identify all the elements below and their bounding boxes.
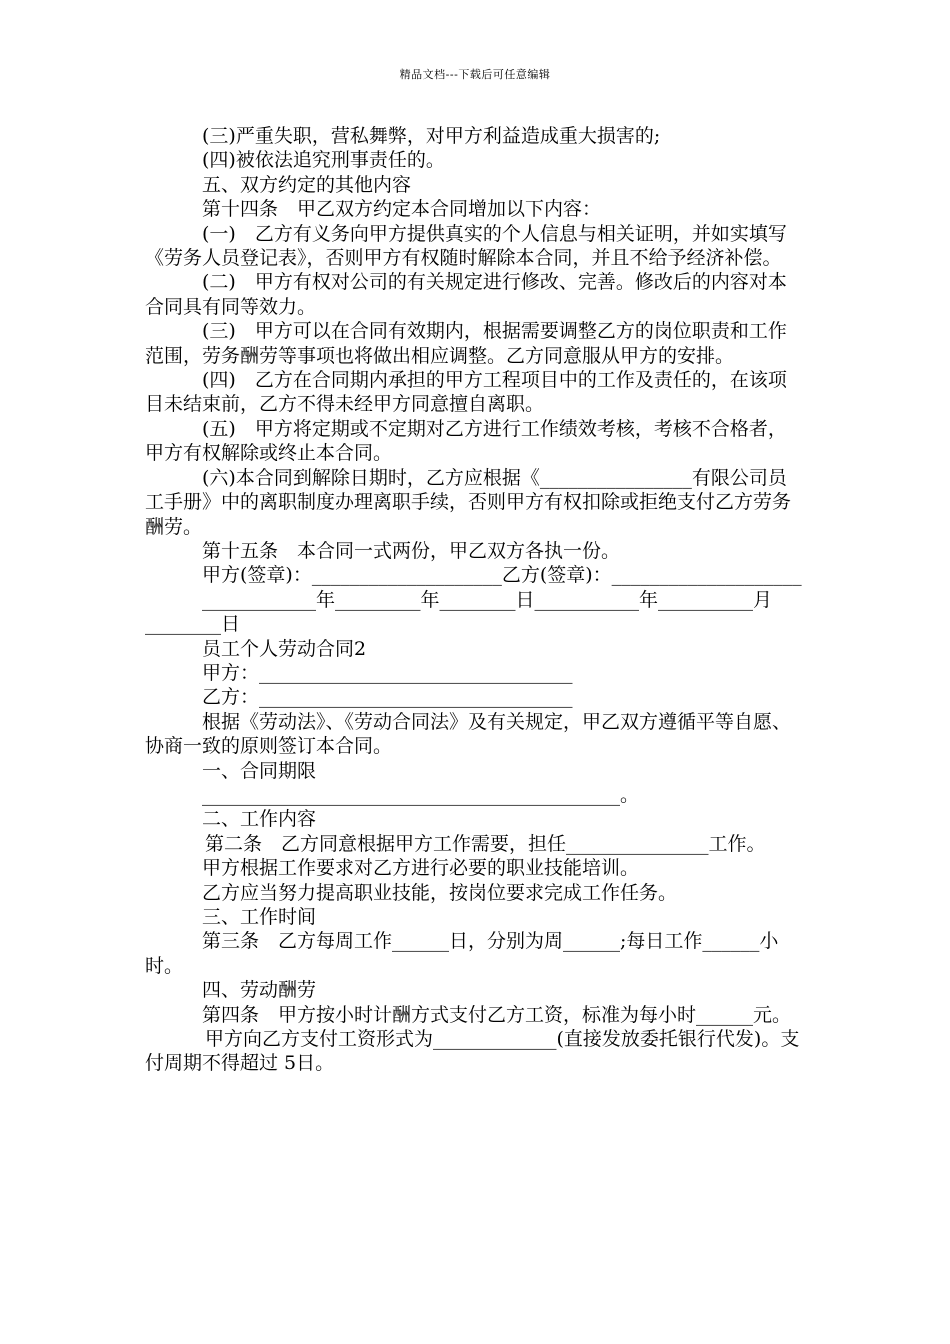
section-heading: 三、工作时间 (202, 906, 317, 928)
date-line: ____________年_________年________日___________年__________月________日 (145, 588, 773, 636)
paragraph: 第四条 甲方按小时计酬方式支付乙方工资，标准为每小时______元。 (202, 1003, 792, 1026)
document-title: 员工个人劳动合同2 (202, 637, 367, 660)
paragraph: 根据《劳动法》、《劳动合同法》及有关规定，甲乙双方遵循平等自愿、协商一致的原则签订本合同。 (145, 710, 792, 758)
page-header: 精品文档---下载后可任意编辑 (399, 68, 551, 81)
document-body (145, 124, 805, 1076)
signature-line: 甲方(签章)：____________________乙方(签章)：____________________ (202, 564, 802, 587)
paragraph: (四) 乙方在合同期内承担的甲方工程项目中的工作及责任的，在该项目未结束前，乙方不得未经甲方同意擅自离职。 (145, 369, 787, 416)
paragraph: 甲方根据工作要求对乙方进行必要的职业技能培训。 (202, 857, 640, 880)
paragraph: (二) 甲方有权对公司的有关规定进行修改、完善。修改后的内容对本合同具有同等效力。 (145, 271, 787, 318)
paragraph: 第三条 乙方每周工作______日，分别为周______;每日工作______小时。 (145, 930, 779, 977)
article-heading: 第十四条 甲乙双方约定本合同增加以下内容： (202, 198, 602, 221)
section-heading: 一、合同期限 (202, 759, 317, 782)
paragraph: (三) 甲方可以在合同有效期内，根据需要调整乙方的岗位职责和工作范围，劳务酬劳等事项也将做出相应调整。乙方同意服从甲方的安排。 (145, 320, 787, 367)
blank-line: ____________________________________________。 (202, 783, 640, 806)
paragraph: 第二条 乙方同意根据甲方工作需要，担任_______________工作。 (205, 832, 766, 855)
paragraph: 甲方向乙方支付工资形式为_____________(直接发放委托银行代发)。支付周期不得超过 5日。 (145, 1028, 800, 1075)
paragraph: (三)严重失职，营私舞弊，对甲方利益造成重大损害的; (202, 125, 661, 147)
party-b-line: 乙方：_________________________________ (202, 686, 573, 709)
paragraph: (四)被依法追究刑事责任的。 (202, 149, 445, 172)
paragraph: (六)本合同到解除日期时，乙方应根据《________________有限公司员工手册》中的离职制度办理离职手续，否则甲方有权扣除或拒绝支付乙方劳务酬劳。 (145, 466, 792, 538)
paragraph: (一) 乙方有义务向甲方提供真实的个人信息与相关证明，并如实填写《劳务人员登记表》，否则甲方有权随时解除本合同，并且不给予经济补偿。 (145, 222, 787, 270)
paragraph: (五) 甲方将定期或不定期对乙方进行工作绩效考核，考核不合格者，甲方有权解除或终止本合同。 (145, 417, 787, 465)
section-heading: 二、工作内容 (202, 808, 317, 831)
party-a-line: 甲方：_________________________________ (202, 661, 573, 684)
paragraph: 第十五条 本合同一式两份，甲乙双方各执一份。 (202, 539, 621, 562)
section-heading: 五、双方约定的其他内容 (202, 173, 412, 196)
paragraph: 乙方应当努力提高职业技能，按岗位要求完成工作任务。 (202, 881, 678, 904)
section-heading: 四、劳动酬劳 (202, 979, 317, 1002)
